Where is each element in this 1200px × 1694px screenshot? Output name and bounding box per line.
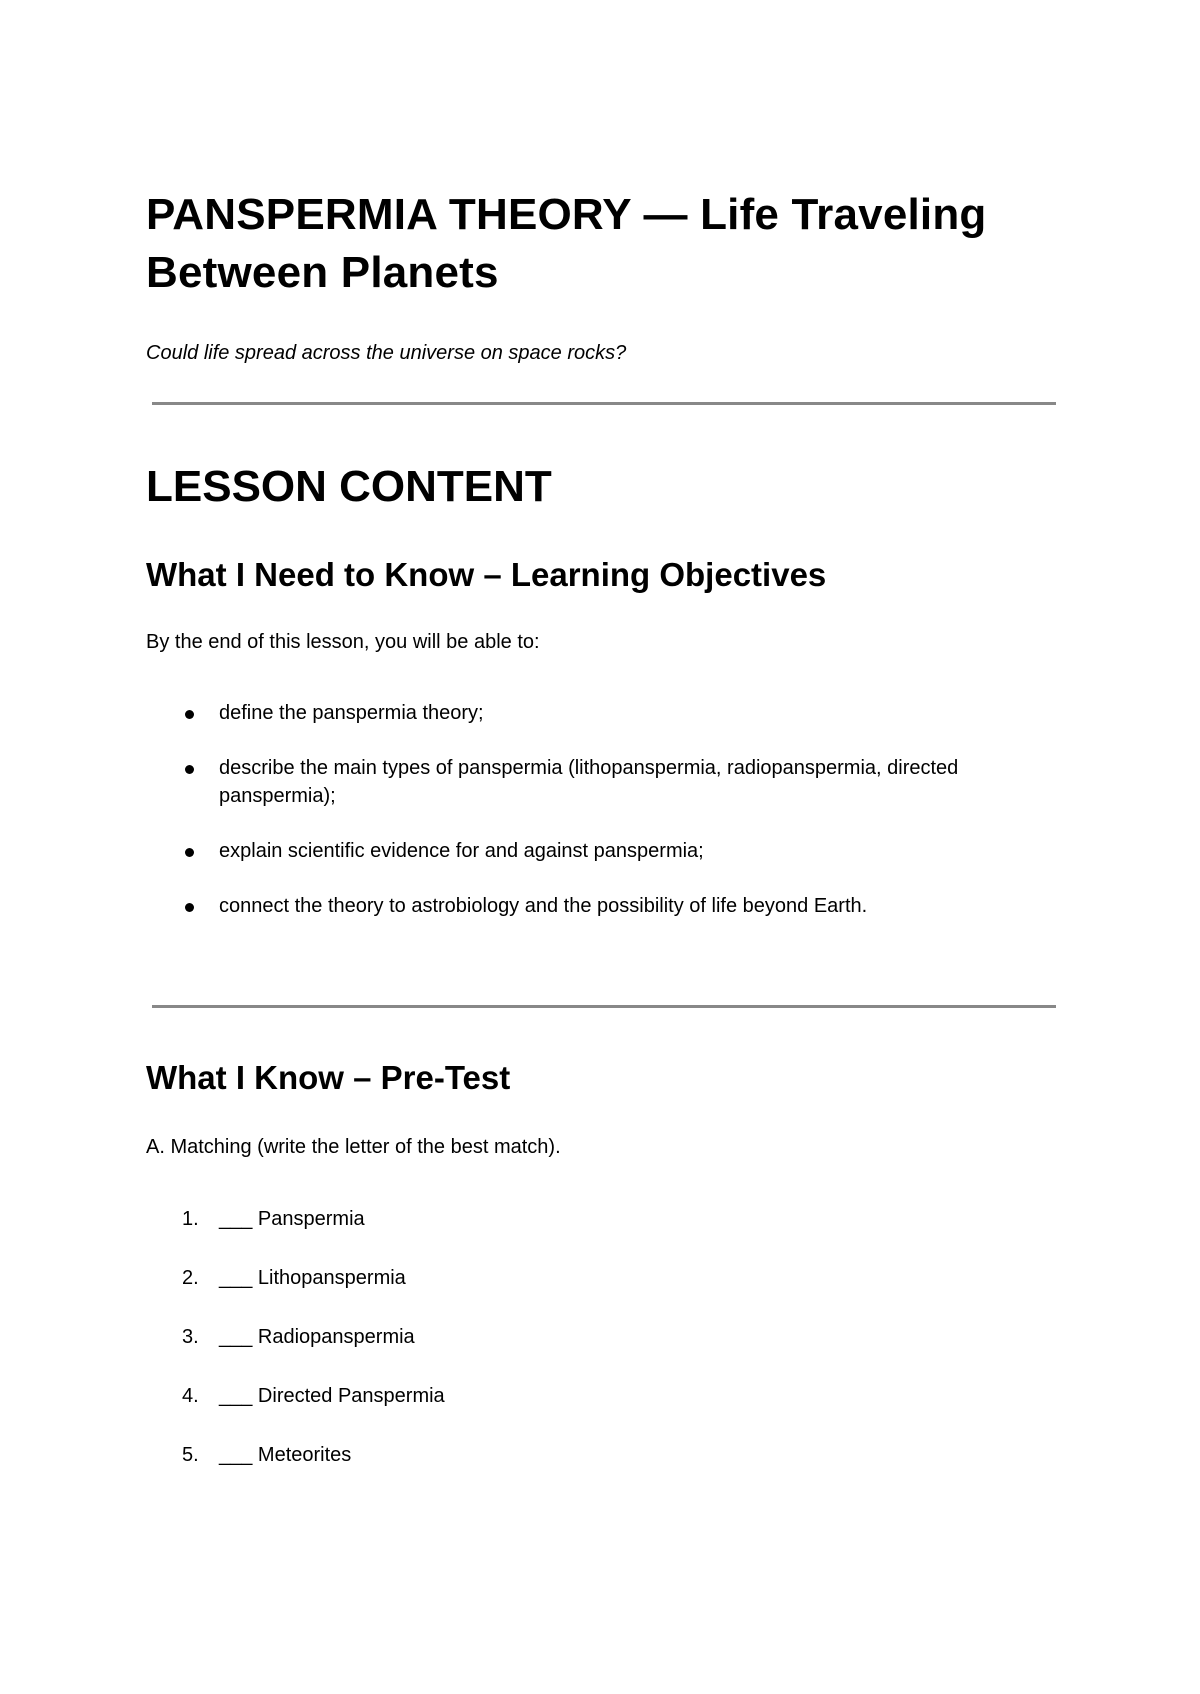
divider xyxy=(152,1005,1056,1008)
list-item xyxy=(146,1383,1060,1409)
section-heading-lesson-content: LESSON CONTENT xyxy=(146,462,552,511)
list-item xyxy=(146,699,1060,727)
list-item-text: explain scientific evidence for and against panspermia; xyxy=(219,840,704,862)
item-number: 2. xyxy=(182,1267,199,1289)
list-item xyxy=(146,1442,1060,1468)
list-item-text: ___ Meteorites xyxy=(219,1444,352,1466)
bullet-icon xyxy=(185,903,194,912)
bullet-icon xyxy=(185,765,194,774)
list-item xyxy=(146,892,1060,920)
list-item xyxy=(146,754,1060,810)
list-item-text: ___ Radiopanspermia xyxy=(219,1326,415,1348)
pretest-heading: What I Know – Pre-Test xyxy=(146,1059,511,1096)
item-number: 3. xyxy=(182,1326,199,1348)
list-item xyxy=(146,1265,1060,1291)
document-title: PANSPERMIA THEORY — Life Traveling Between Planets xyxy=(146,190,987,297)
item-number: 5. xyxy=(182,1444,199,1466)
list-item xyxy=(146,1324,1060,1350)
list-item-text: connect the theory to astrobiology and the possibility of life beyond Earth. xyxy=(219,895,868,917)
list-item xyxy=(146,1206,1060,1232)
document-subtitle: Could life spread across the universe on space rocks? xyxy=(146,342,627,364)
list-item xyxy=(146,837,1060,865)
objectives-list xyxy=(146,699,1060,920)
bullet-icon xyxy=(185,710,194,719)
list-item-text: ___ Panspermia xyxy=(219,1208,365,1230)
matching-list xyxy=(146,1206,1060,1468)
objectives-heading: What I Need to Know – Learning Objectives xyxy=(146,556,827,593)
item-number: 4. xyxy=(182,1385,199,1407)
item-number: 1. xyxy=(182,1208,199,1230)
list-item-text: ___ Directed Panspermia xyxy=(219,1385,445,1407)
list-item-text: ___ Lithopanspermia xyxy=(219,1267,406,1289)
list-item-text: describe the main types of panspermia (lithopanspermia, radiopanspermia, directed panspermia); xyxy=(219,757,959,807)
matching-instruction: A. Matching (write the letter of the best match). xyxy=(146,1136,561,1158)
bullet-icon xyxy=(185,848,194,857)
list-item-text: define the panspermia theory; xyxy=(219,702,484,724)
objectives-intro: By the end of this lesson, you will be able to: xyxy=(146,631,540,653)
divider xyxy=(152,402,1056,405)
